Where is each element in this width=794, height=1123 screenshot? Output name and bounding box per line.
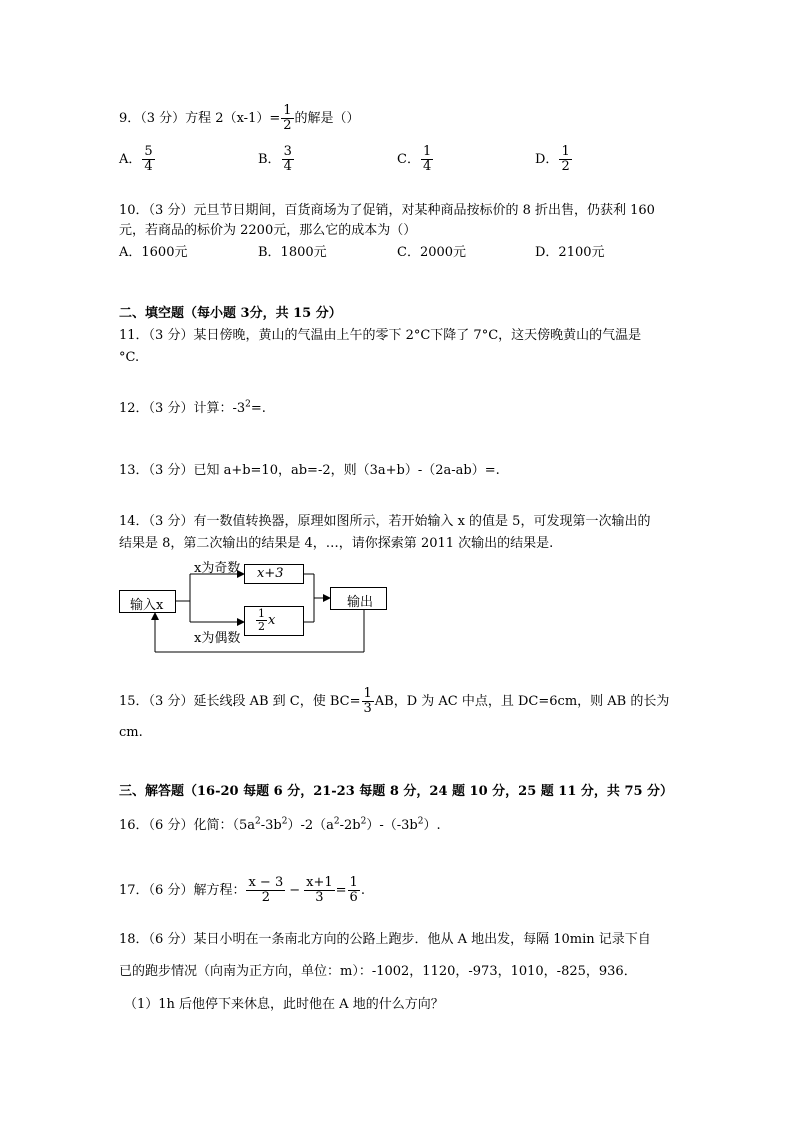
- q12-sup: 2: [245, 399, 251, 410]
- q9-frac-num: 1: [283, 103, 292, 118]
- q17-f1-den: 2: [261, 890, 270, 905]
- odd-op-text: x+3: [257, 566, 284, 581]
- q17-f1-num: x − 3: [248, 875, 284, 890]
- q9-c-num: 1: [422, 144, 432, 159]
- q10-option-a: A．1600元: [119, 245, 188, 260]
- q17-frac2: [304, 876, 335, 905]
- q17-equals: =: [335, 883, 347, 898]
- q16-s2: 2: [281, 816, 288, 827]
- q12-prefix: 12．（3 分）计算：-3: [119, 401, 246, 416]
- q17-frac3: [348, 876, 360, 905]
- q17-f3-num: 1: [349, 875, 358, 890]
- section3-title: 三、解答题（16-20 每题 6 分，21-23 每题 8 分，24 题 10 分，25 题 11 分，共 75 分）: [119, 784, 674, 799]
- q9-frac-den: 2: [283, 118, 292, 133]
- q16-p3: ）-2（a: [287, 818, 334, 833]
- q10-line2: 元，若商品的标价为 2200元，那么它的成本为（）: [119, 223, 417, 238]
- odd-label: x为奇数: [194, 561, 241, 576]
- q16-p6: ）.: [423, 818, 441, 833]
- q10-option-c: C．2000元: [397, 245, 467, 260]
- q14-line1: 14．（3 分）有一数值转换器，原理如图所示，若开始输入 x 的值是 5，可发现第一次输出的: [119, 514, 651, 529]
- q16-p5: ）-（-3b: [366, 818, 418, 833]
- q16-s5: 2: [417, 816, 424, 827]
- output-box: [330, 587, 387, 610]
- q16-text: [119, 818, 441, 834]
- q17-prefix: 17．（6 分）解方程：: [119, 883, 246, 898]
- even-label: x为偶数: [194, 631, 241, 646]
- q10-option-b: B．1800元: [258, 245, 327, 260]
- q17-end: .: [360, 883, 365, 898]
- even-op-var: x: [268, 613, 276, 628]
- q10-line1: 10．（3 分）元旦节日期间，百货商场为了促销，对某种商品按标价的 8 折出售，仍获利 160: [119, 203, 655, 218]
- even-op-box: [244, 606, 304, 636]
- q9-option-a-label: A．: [119, 152, 142, 167]
- even-frac-num: 1: [258, 607, 265, 620]
- q15-line2: cm.: [119, 725, 143, 740]
- q15-fraction: [362, 687, 374, 716]
- q16-p4: -2b: [339, 818, 361, 833]
- q15-line1: [119, 687, 669, 716]
- q9-d-num: 1: [561, 144, 570, 159]
- input-box: [119, 590, 176, 613]
- q16-s1: 2: [254, 816, 261, 827]
- q9-prefix: 9．（3 分）方程 2（x-1）=: [119, 111, 281, 126]
- q9-option-d-label: D．: [535, 152, 559, 167]
- q17-f3-den: 6: [349, 890, 358, 905]
- even-op-content: [255, 608, 275, 633]
- q15-suffix: AB，D 为 AC 中点，且 DC=6cm，则 AB 的长为: [374, 694, 670, 709]
- q12-suffix: =.: [250, 401, 266, 416]
- q17-f2-num: x+1: [306, 875, 333, 890]
- even-op-frac: [256, 608, 267, 633]
- even-frac-den: 2: [258, 620, 265, 633]
- q17-frac1: [246, 876, 285, 905]
- q16-p2: -3b: [260, 818, 282, 833]
- q13-text: 13．（3 分）已知 a+b=10，ab=-2，则（3a+b）-（2a-ab）=.: [119, 463, 500, 478]
- q9-d-den: 2: [561, 159, 570, 174]
- input-label: 输入x: [130, 598, 164, 613]
- section2-title: 二、填空题（每小题 3分，共 15 分）: [119, 306, 342, 321]
- q17-minus: −: [289, 883, 301, 898]
- q15-prefix: 15．（3 分）延长线段 AB 到 C，使 BC=: [119, 694, 361, 709]
- q9-suffix: 的解是（）: [294, 111, 360, 126]
- q15-frac-num: 1: [363, 686, 372, 701]
- q9-option-c-label: C．: [397, 152, 420, 167]
- q17-f2-den: 3: [315, 890, 324, 905]
- q9-option-b-label: B．: [258, 152, 281, 167]
- q9-b-num: 3: [283, 144, 292, 159]
- q9-a-num: 5: [144, 144, 153, 159]
- q14-line2: 结果是 8，第二次输出的结果是 4，…，请你探索第 2011 次输出的结果是.: [119, 536, 554, 551]
- odd-op-box: [244, 564, 304, 584]
- q9-a-den: 4: [144, 159, 153, 174]
- q11-line2: °C.: [119, 350, 140, 365]
- q15-frac-den: 3: [363, 701, 372, 716]
- q9-c-den: 4: [422, 159, 432, 174]
- q18-line2: 已的跑步情况（向南为正方向，单位：m）：-1002，1120，-973，1010，-825，936．: [119, 964, 637, 979]
- q16-s3: 2: [333, 816, 340, 827]
- q11-line1: 11．（3 分）某日傍晚，黄山的气温由上午的零下 2°C下降了 7°C，这天傍晚黄山的气温是: [119, 328, 642, 343]
- q18-line3: （1）1h 后他停下来休息，此时他在 A 地的什么方向？: [124, 997, 444, 1012]
- q10-option-d: D．2100元: [535, 245, 605, 260]
- output-label: 输出: [347, 595, 374, 610]
- q9-b-den: 4: [283, 159, 292, 174]
- q17-text: [119, 876, 365, 905]
- q18-line1: 18．（6 分）某日小明在一条南北方向的公路上跑步．他从 A 地出发，每隔 10min 记录下自: [119, 932, 651, 947]
- q16-p1: 16．（6 分）化简：（5a: [119, 818, 255, 833]
- q16-s4: 2: [360, 816, 367, 827]
